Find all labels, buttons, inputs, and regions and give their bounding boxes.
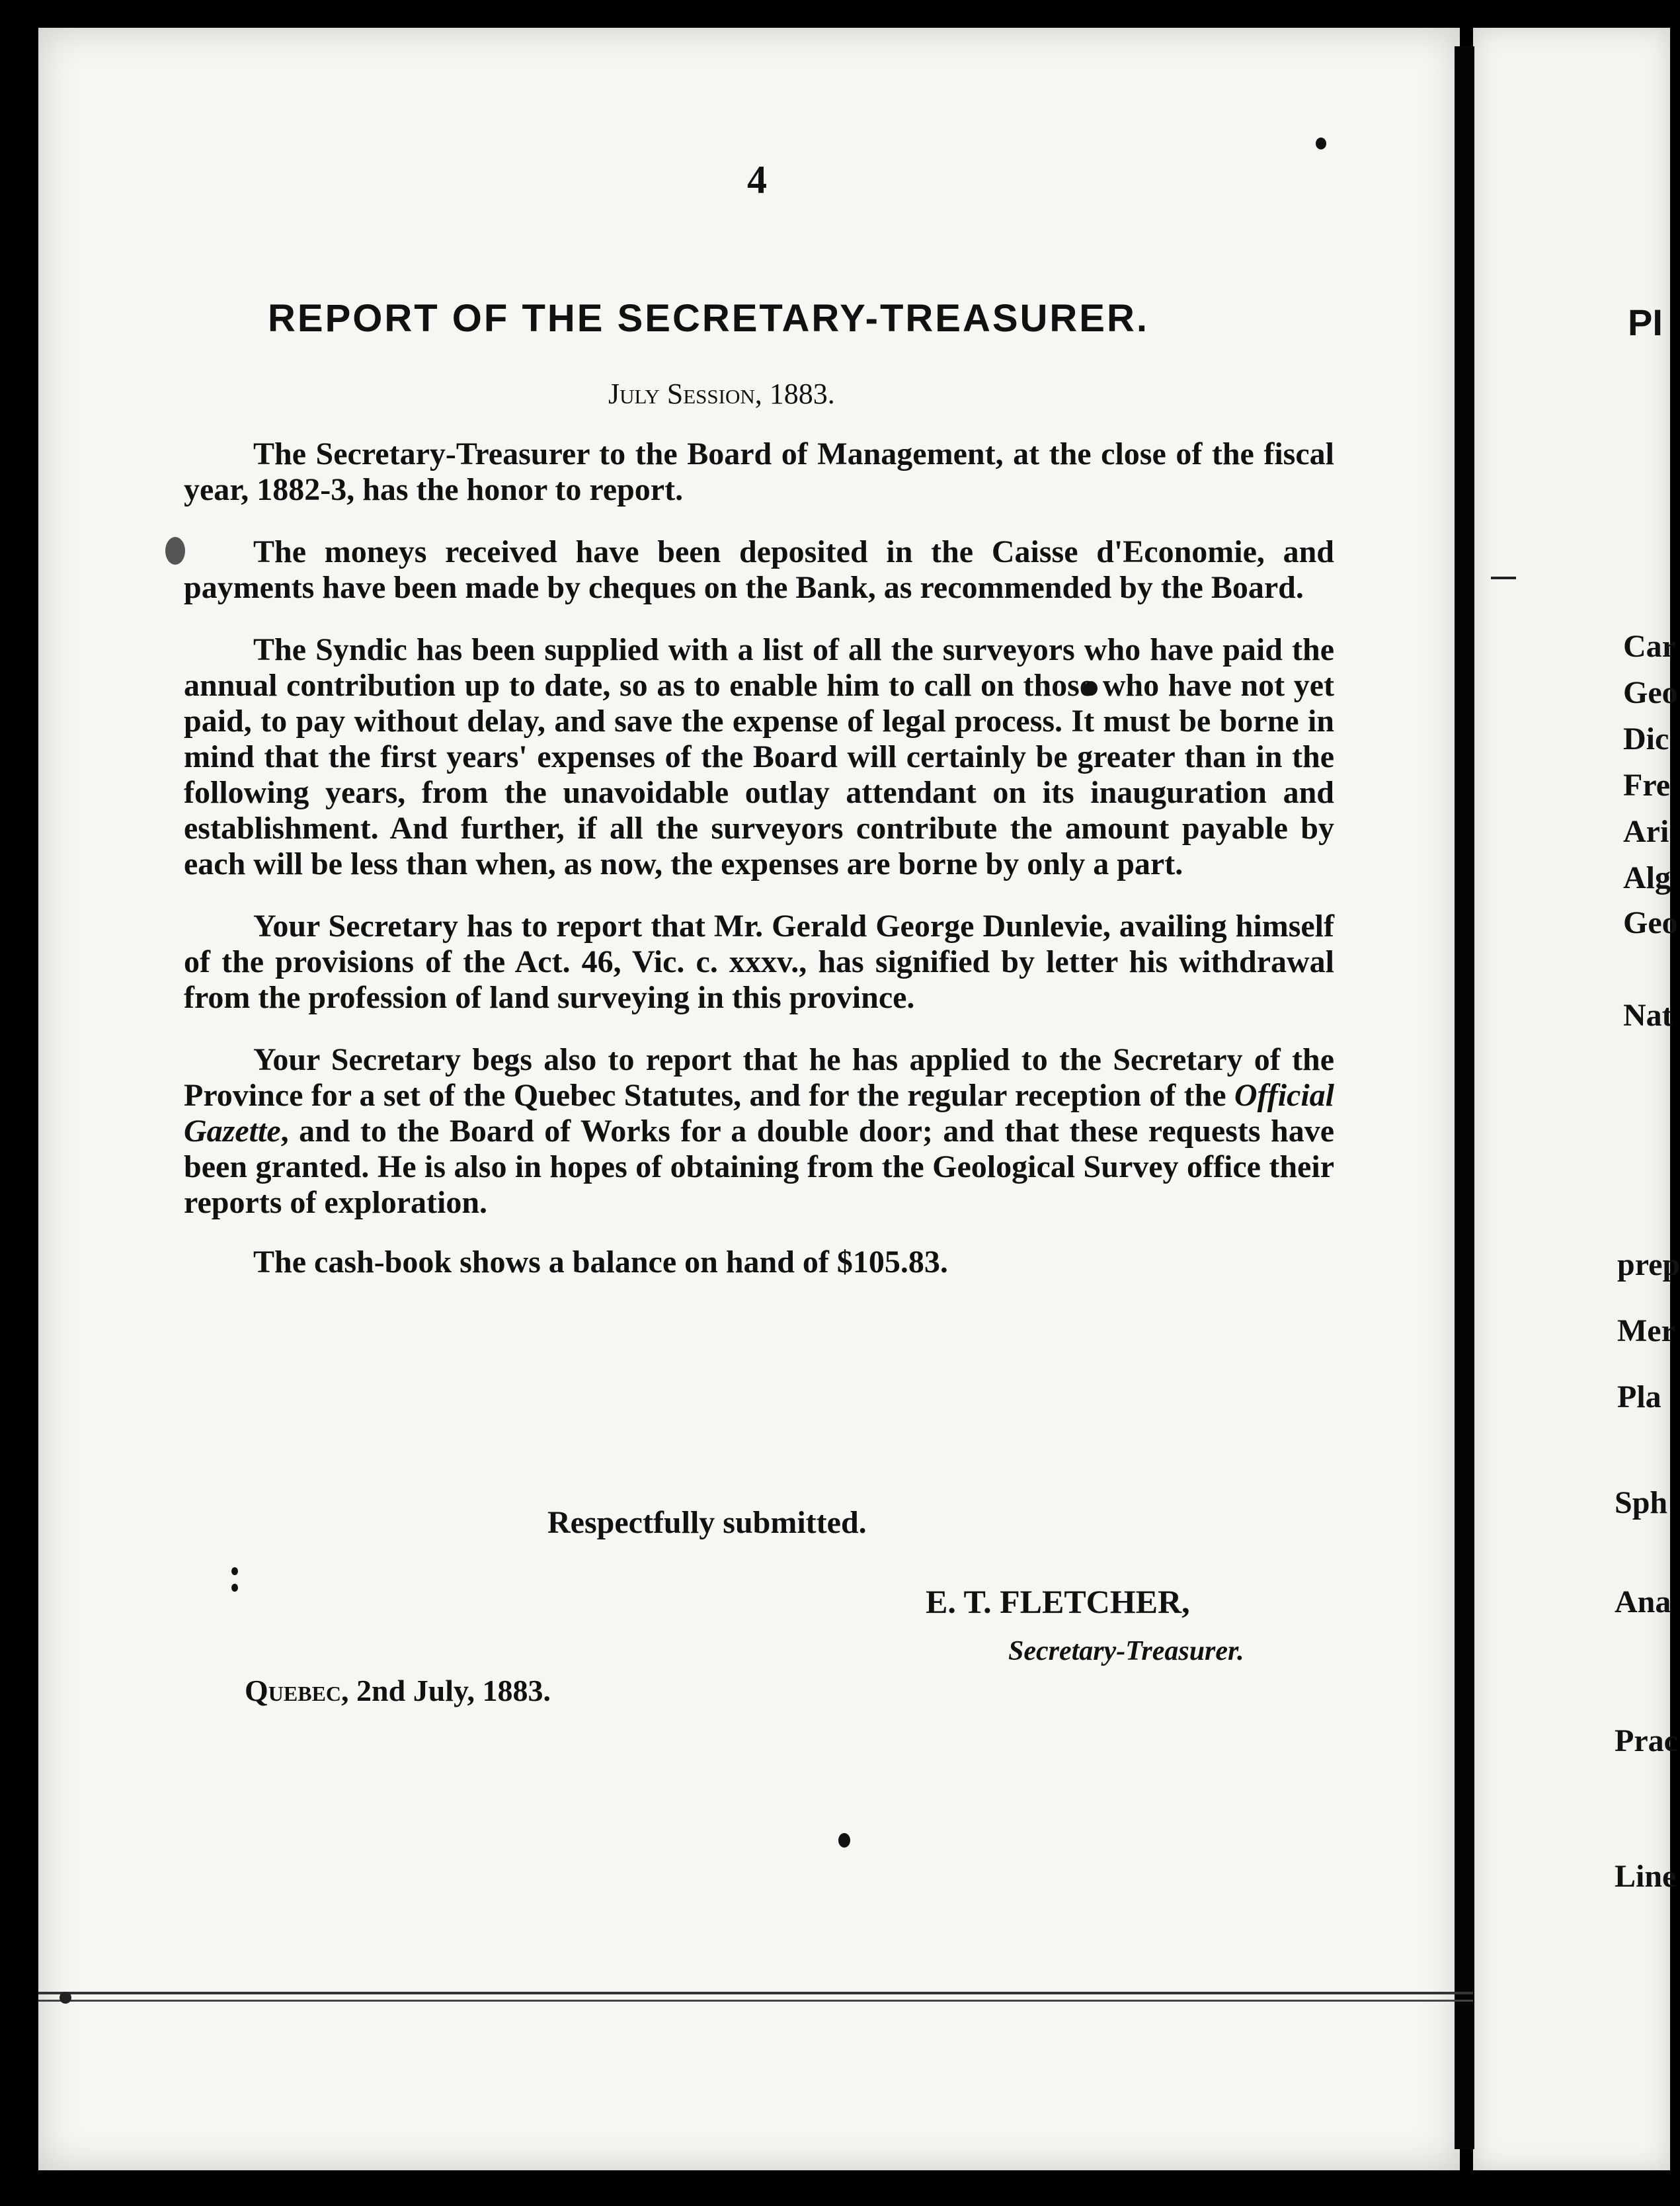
- page-number: 4: [747, 158, 767, 202]
- right-page-fragment: Pla: [1617, 1379, 1661, 1414]
- signature-title: Secretary-Treasurer.: [1008, 1636, 1244, 1666]
- paragraph: The moneys received have been deposited in the Caisse d'Economie, and payments have been made by cheques on the Bank, as recommended by the Board.: [184, 534, 1334, 605]
- place-city: Quebec,: [245, 1674, 349, 1707]
- right-page-fragment: prep: [1617, 1247, 1680, 1282]
- paragraph: [184, 1042, 1334, 1221]
- page-gutter: [1455, 46, 1474, 2149]
- right-page-fragment: Sph: [1615, 1485, 1668, 1520]
- bottom-rule: [38, 1992, 1473, 2002]
- right-page-heading: PI: [1628, 302, 1663, 343]
- closing: Respectfully submitted.: [547, 1505, 867, 1540]
- right-page-fragment: Mer: [1617, 1313, 1675, 1348]
- scan-mark: [1491, 577, 1516, 579]
- right-page-fragment: Prac: [1615, 1723, 1678, 1758]
- ink-speck: [1316, 138, 1326, 149]
- right-page-fragment: Ana: [1615, 1584, 1671, 1619]
- session-label: July Session,: [608, 378, 762, 410]
- scan-border: [0, 2170, 1670, 2206]
- report-title: REPORT OF THE SECRETARY-TREASURER.: [268, 297, 1149, 340]
- ink-blot: [165, 537, 185, 565]
- session-year: 1883.: [769, 378, 835, 410]
- right-page: [1473, 28, 1670, 2170]
- right-page-fragment: Nat: [1623, 998, 1673, 1033]
- right-page-fragment: Dic: [1623, 721, 1669, 756]
- right-page-fragment: Fre: [1623, 768, 1671, 803]
- signature-name: E. T. FLETCHER,: [926, 1583, 1190, 1620]
- place-date: [245, 1673, 551, 1708]
- gazette-title: Official Gazette: [184, 1078, 1334, 1149]
- right-page-fragment: Geo: [1623, 905, 1678, 940]
- ink-speck: [838, 1833, 850, 1848]
- ink-speck: [231, 1567, 238, 1575]
- right-page-fragment: Car: [1623, 629, 1676, 664]
- paragraph: Your Secretary has to report that Mr. Gerald George Dunlevie, availing himself of the provisions of the Act. 46, Vic. c. xxxv., has signified by letter his withdrawal from the profession of land surveying in this province.: [184, 909, 1334, 1015]
- cash-balance: The cash-book shows a balance on hand of $105.83.: [253, 1245, 948, 1280]
- place-date-text: 2nd July, 1883.: [356, 1674, 551, 1707]
- right-page-fragment: Ari: [1623, 814, 1669, 849]
- paragraph-text: , and to the Board of Works for a double door; and that these requests have been granted. He is also in hopes of obtaining from the Geological Survey office their reports of exploration.: [184, 1114, 1334, 1220]
- paragraph: The Secretary-Treasurer to the Board of Management, at the close of the fiscal year, 1882-3, has the honor to report.: [184, 436, 1334, 507]
- right-page-fragment: Line: [1615, 1859, 1677, 1894]
- scan-mark: [60, 1992, 71, 2004]
- paragraph: The Syndic has been supplied with a list of all the surveyors who have paid the annual contribution up to date, so as to enable him to call on those who have not yet paid, to pay without delay, and save the expense of legal process. It must be borne in mind that the first years' expenses of the Board will certainly be greater than in the following years, from the unavoidable outlay attendant on its inauguration and establishment. And further, if all the surveyors contribute the amount payable by each will be less than when, as now, the expenses are borne by only a part.: [184, 632, 1334, 881]
- right-page-fragment: Geo: [1623, 675, 1678, 710]
- ink-speck: [231, 1584, 238, 1592]
- session-line: [608, 377, 835, 411]
- paragraph-text: Your Secretary begs also to report that he has applied to the Secretary of the Province for a set of the Quebec Statutes, and for the regular reception of the: [184, 1042, 1334, 1113]
- report-body: [184, 436, 1334, 1307]
- right-page-fragment: Alg: [1623, 860, 1671, 895]
